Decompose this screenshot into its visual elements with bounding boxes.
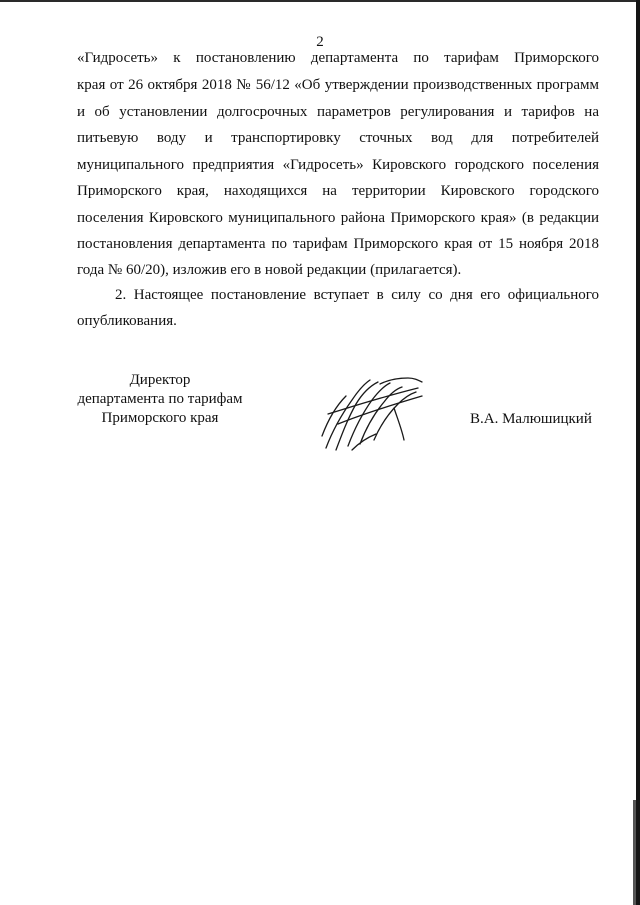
signer-position-line: Приморского края bbox=[101, 410, 219, 426]
text-line: края от 26 октября 2018 № 56/12 «Об утверждении производственных программ bbox=[77, 77, 599, 93]
text-line: опубликования. bbox=[77, 313, 177, 329]
text-line: «Гидросеть» к постановлению департамента по тарифам Приморского bbox=[77, 50, 599, 66]
scan-edge-top bbox=[0, 0, 640, 2]
signer-position-line: Директор bbox=[129, 372, 191, 388]
signer-position-line: департамента по тарифам bbox=[77, 391, 243, 407]
page-number: 2 bbox=[316, 34, 324, 50]
scan-edge-right-shadow bbox=[633, 800, 636, 905]
text-line: муниципального предприятия «Гидросеть» Кировского городского поселения bbox=[77, 157, 599, 173]
handwritten-signature bbox=[318, 374, 430, 452]
text-line: 2. Настоящее постановление вступает в силу со дня его официального bbox=[115, 287, 599, 303]
text-line: питьевую воду и транспортировку сточных вод для потребителей bbox=[77, 130, 599, 146]
text-line: постановления департамента по тарифам Приморского края от 15 ноября 2018 bbox=[77, 236, 599, 252]
text-line: Приморского края, находящихся на территории Кировского городского bbox=[77, 183, 599, 199]
text-line: и об установлении долгосрочных параметров регулирования и тарифов на bbox=[77, 104, 599, 120]
signer-name: В.А. Малюшицкий bbox=[470, 411, 592, 427]
scan-edge-right bbox=[636, 0, 640, 905]
text-line: поселения Кировского муниципального района Приморского края» (в редакции bbox=[77, 210, 599, 226]
text-line: года № 60/20), изложив его в новой редакции (прилагается). bbox=[77, 262, 462, 278]
